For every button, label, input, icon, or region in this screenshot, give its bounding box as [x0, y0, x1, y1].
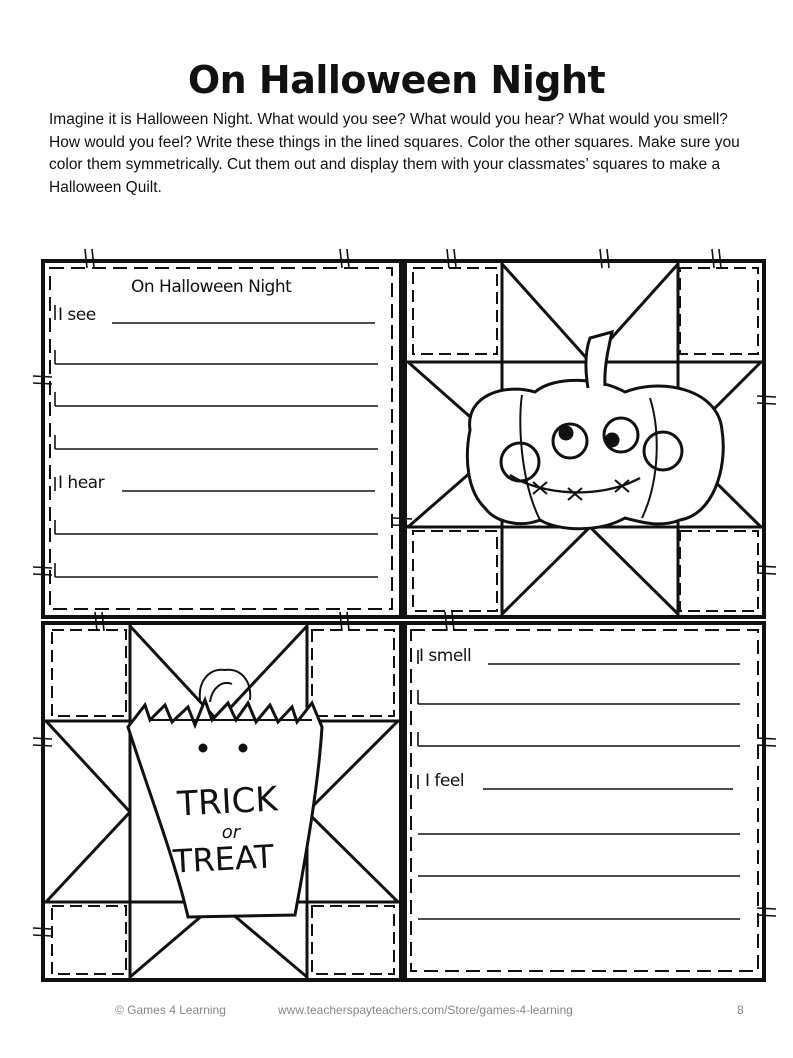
instructions: Imagine it is Halloween Night. What would you see? What would you hear? What would you smell? How would you feel? Write these things in the lined squares. Color the other squares. Make sure you color them symmetrically. Cut them out and display them with your classmates’ squares to make a Halloween Quilt. [49, 111, 740, 196]
writing-lines [55, 305, 378, 577]
treat-bag-quilt-square [43, 623, 401, 980]
prompt-i-hear: I hear [58, 473, 105, 493]
pumpkin-quilt-square [405, 261, 764, 617]
writing-square-smell-feel [405, 623, 764, 980]
page-title: On Halloween Night [187, 58, 606, 102]
square-heading: On Halloween Night [131, 277, 292, 297]
prompt-i-see: I see [58, 305, 96, 325]
footer-url[interactable]: www.teacherspayteachers.com/Store/games-4-learning [278, 1003, 573, 1017]
prompt-i-smell: I smell [419, 646, 472, 666]
footer-copyright: © Games 4 Learning [115, 1003, 226, 1017]
trick-or-treat-bag-icon [128, 670, 322, 917]
writing-square-see-hear [43, 261, 401, 617]
bag-text-or: or [221, 822, 241, 843]
prompt-i-feel: I feel [425, 771, 465, 791]
bag-text-trick: TRICK [176, 779, 279, 825]
bag-text-treat: TREAT [172, 837, 275, 881]
page-number: 8 [737, 1003, 744, 1017]
